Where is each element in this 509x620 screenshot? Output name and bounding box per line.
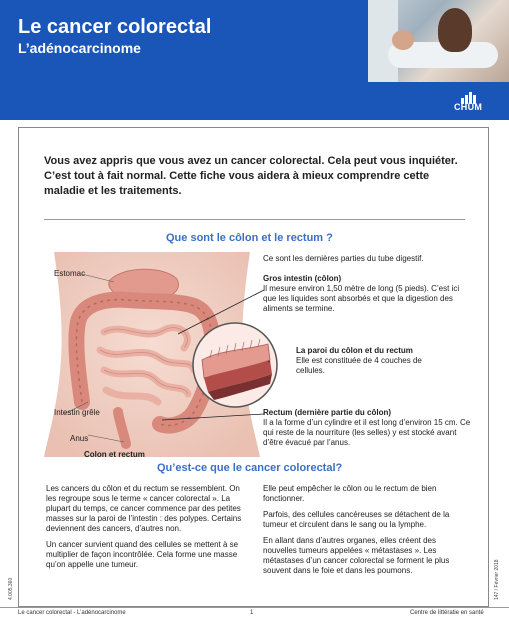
rectum-text: Il a la forme d’un cylindre et il est long d’environ 15 cm. Ce qui reste de la nourriture (les selles) y est stocké avant d’être évacué par l’anus.: [263, 418, 471, 447]
side-code-left: 4.005.360: [8, 577, 14, 600]
paragraph: Un cancer survient quand des cellules se mettent à se multiplier de façon incontrôlée. Cela forme une masse qu’on appelle une tumeur.: [46, 540, 239, 569]
annotation-leaders: [160, 280, 270, 430]
paragraph: En allant dans d’autres organes, elles créent des nouvelles tumeurs appelées « métastases ». Les métastases d’un cancer colorectal se forment le plus souvent dans le foie et dans les poumons.: [263, 536, 450, 575]
paroi-text: Elle est constituée de 4 couches de cellules.: [296, 356, 422, 375]
section-title-cancer-colorectal: Qu’est-ce que le cancer colorectal?: [157, 462, 343, 474]
gros-intestin-block: [263, 274, 473, 314]
rectum-block: [263, 408, 475, 448]
paragraph: Elle peut empêcher le côlon ou le rectum de bien fonctionner.: [263, 484, 437, 503]
label-anus: Anus: [70, 434, 89, 443]
logo-text: CHUM: [454, 102, 483, 112]
paroi-title: La paroi du côlon et du rectum: [296, 346, 413, 355]
gros-intestin-title: Gros intestin (côlon): [263, 274, 342, 283]
label-intestin-grele: Intestin grêle: [54, 408, 100, 417]
header-photo: [368, 0, 509, 82]
paragraph: Parfois, des cellules cancéreuses se détachent de la tumeur et circulent dans le sang ou la lymphe.: [263, 510, 450, 529]
footer-divider: [0, 607, 509, 608]
rectum-title: Rectum (dernière partie du côlon): [263, 408, 392, 417]
section2-left-column: [46, 484, 248, 570]
document-title: Le cancer colorectal: [18, 16, 212, 38]
chum-logo: [368, 82, 509, 120]
page-number: 1: [250, 610, 254, 616]
lead-text: Ce sont les dernières parties du tube digestif.: [263, 254, 424, 263]
side-code-right: 147 / Février 2018: [494, 559, 500, 600]
document-subtitle: L’adénocarcinome: [18, 40, 141, 56]
logo-bars-icon: [461, 86, 481, 100]
paragraph: Les cancers du côlon et du rectum se ressemblent. On les regroupe sous le terme « cancer colorectal ». La plupart du temps, ce cancer commence par des petites masses sur la paroi de l’intestin : des polypes. Certains deviennent des cancers, d’autres non.: [46, 484, 242, 533]
footer-right: Centre de littératie en santé: [410, 610, 484, 616]
label-estomac: Estomac: [54, 269, 86, 278]
divider: [44, 219, 465, 220]
section-title-colon-rectum: Que sont le côlon et le rectum ?: [166, 232, 333, 244]
footer-left: Le cancer colorectal - L’adénocarcinome: [18, 610, 126, 616]
intro-text: Vous avez appris que vous avez un cancer colorectal. Cela peut vous inquiéter. C’est tout à fait normal. Cette fiche vous aidera à mieux comprendre cette maladie et les traitements.: [44, 155, 458, 197]
illustration-caption: Colon et rectum: [84, 450, 145, 459]
gros-intestin-text: Il mesure environ 1,50 mètre de long (5 pieds). C’est ici que les liquides sont absorbés et que la digestion des aliments se termine.: [263, 284, 460, 313]
paroi-block: [296, 346, 446, 376]
section2-right-column: [263, 484, 469, 576]
